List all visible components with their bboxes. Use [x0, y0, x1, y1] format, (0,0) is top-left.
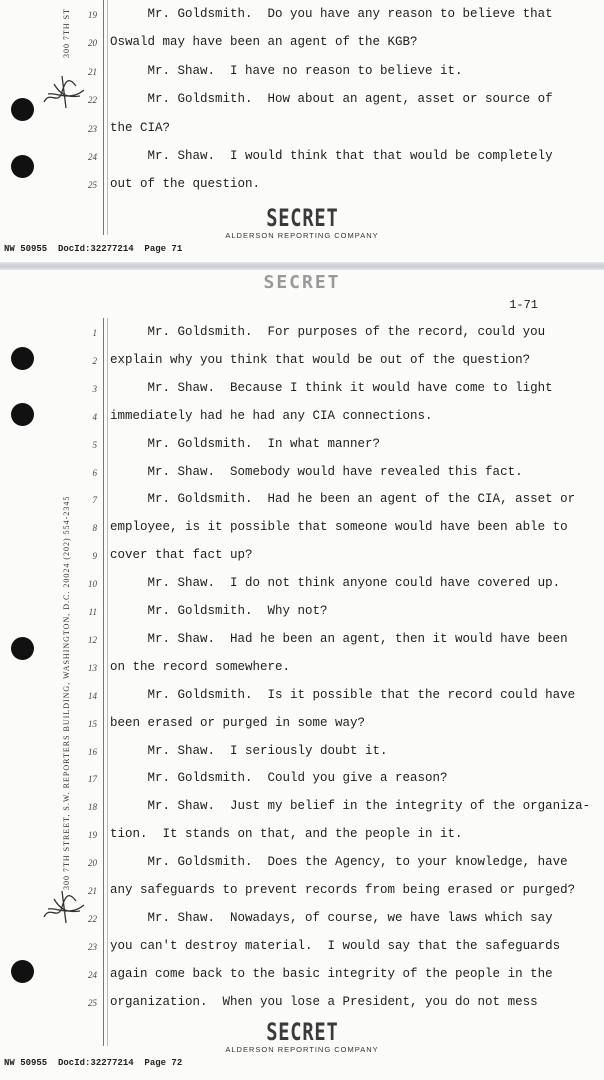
line-number: 1	[92, 328, 97, 338]
line-number: 24	[88, 969, 97, 980]
transcript-line	[0, 515, 604, 543]
transcript-line	[0, 2, 604, 30]
transcript-line	[0, 627, 604, 655]
line-text: on the record somewhere.	[110, 659, 291, 674]
line-text: immediately had he had any CIA connections.	[110, 408, 433, 423]
line-text: any safeguards to prevent records from being erased or purged?	[110, 883, 576, 897]
transcript-line	[0, 543, 604, 571]
line-number: 22	[88, 95, 97, 106]
line-text: Mr. Shaw. I would think that that would be completely	[110, 149, 553, 163]
transcript-line	[0, 487, 604, 515]
line-number: 5	[92, 439, 97, 450]
line-text: Mr. Goldsmith. Why not?	[110, 604, 328, 618]
line-number: 25	[88, 997, 97, 1008]
line-number: 25	[88, 180, 97, 191]
transcript-line	[0, 144, 604, 172]
transcript-line	[0, 376, 604, 404]
transcript-line	[0, 320, 604, 348]
reporting-company: ALDERSON REPORTING COMPANY	[225, 1045, 379, 1054]
transcript-line	[0, 990, 604, 1018]
line-text: Mr. Shaw. Nowadays, of course, we have laws which say	[110, 910, 553, 925]
line-number: 18	[88, 802, 97, 813]
line-text: the CIA?	[110, 120, 171, 135]
transcript-line	[0, 172, 604, 200]
line-number: 15	[88, 718, 97, 729]
line-text: Oswald may have been an agent of the KGB?	[110, 35, 418, 50]
line-text: Mr. Goldsmith. How about an agent, asset or source of	[110, 92, 553, 107]
line-number: 19	[88, 10, 97, 20]
line-number: 20	[88, 858, 97, 869]
line-text: Mr. Goldsmith. For purposes of the record, could you	[110, 325, 546, 339]
transcript-line	[0, 822, 604, 850]
line-text: been erased or purged in some way?	[110, 715, 366, 730]
line-text: tion. It stands on that, and the people in it.	[110, 827, 463, 842]
secret-stamp: SECRET	[265, 1018, 339, 1046]
line-text: Mr. Shaw. Just my belief in the integrity of the organiza-	[110, 799, 591, 814]
line-text: again come back to the basic integrity of the people in the	[110, 966, 553, 981]
transcript-line	[0, 87, 604, 115]
line-number: 20	[88, 38, 97, 49]
transcript-line	[0, 739, 604, 767]
transcript-line	[0, 711, 604, 739]
line-text: Mr. Goldsmith. Does the Agency, to your knowledge, have	[110, 855, 568, 870]
line-number: 6	[92, 467, 97, 478]
document-footer: NW 50955 DocId:32277214 Page 72	[4, 1058, 183, 1068]
transcript-line	[0, 962, 604, 990]
page-number: 1-71	[509, 298, 538, 312]
transcript-line	[0, 766, 604, 794]
line-number: 3	[92, 383, 97, 394]
transcript-line	[0, 850, 604, 878]
line-text: Mr. Goldsmith. Do you have any reason to believe that	[110, 7, 553, 21]
line-text: explain why you think that would be out of the question?	[110, 352, 531, 367]
line-number: 21	[88, 886, 97, 896]
reporting-company: ALDERSON REPORTING COMPANY	[225, 231, 379, 240]
line-text: Mr. Shaw. Somebody would have revealed this fact.	[110, 464, 523, 479]
transcript-line	[0, 906, 604, 934]
line-number: 21	[88, 66, 97, 77]
document-page-71	[0, 0, 604, 262]
line-text: Mr. Shaw. Because I think it would have come to light	[110, 380, 553, 395]
line-text: Mr. Goldsmith. In what manner?	[110, 436, 381, 451]
line-text: Mr. Shaw. I have no reason to believe it.	[110, 63, 463, 78]
transcript-line	[0, 599, 604, 627]
secret-stamp: SECRET	[265, 204, 339, 232]
transcript-line	[0, 432, 604, 460]
secret-header-stamp: SECRET	[263, 272, 341, 293]
line-text: Mr. Goldsmith. Is it possible that the record could have	[110, 687, 576, 702]
line-text: employee, is it possible that someone would have been able to	[110, 520, 568, 535]
side-margin-address: 300 7TH STREET, S.W. REPORTERS BUILDING, WASHINGTON, D.C. 20024 (202) 554-2345	[62, 495, 71, 890]
line-number: 8	[92, 523, 97, 534]
transcript-line	[0, 404, 604, 432]
line-number: 12	[88, 634, 97, 645]
transcript-line	[0, 348, 604, 376]
line-number: 10	[88, 579, 97, 590]
transcript-line	[0, 878, 604, 906]
transcript-line	[0, 571, 604, 599]
document-footer: NW 50955 DocId:32277214 Page 71	[4, 244, 183, 254]
line-number: 17	[88, 774, 97, 785]
line-text: cover that fact up?	[110, 548, 253, 563]
line-number: 23	[88, 941, 97, 952]
transcript-line	[0, 460, 604, 488]
transcript-line	[0, 655, 604, 683]
line-number: 4	[92, 411, 97, 422]
line-text: organization. When you lose a President, you do not mess	[110, 994, 538, 1009]
page-separator	[0, 262, 604, 270]
line-number: 7	[92, 495, 97, 506]
transcript-line	[0, 934, 604, 962]
line-number: 2	[92, 355, 97, 366]
line-number: 13	[88, 662, 97, 673]
line-number: 16	[88, 746, 97, 757]
line-number: 11	[88, 607, 97, 617]
line-text: Mr. Shaw. I do not think anyone could have covered up.	[110, 576, 561, 591]
line-text: you can't destroy material. I would say that the safeguards	[110, 938, 561, 953]
transcript-line	[0, 59, 604, 87]
line-number: 23	[88, 123, 97, 134]
line-number: 22	[88, 913, 97, 924]
line-text: out of the question.	[110, 177, 261, 192]
side-margin-address: 300 7TH ST	[62, 8, 71, 58]
line-number: 19	[88, 830, 97, 841]
line-text: Mr. Shaw. Had he been an agent, then it would have been	[110, 631, 568, 646]
line-text: Mr. Goldsmith. Had he been an agent of the CIA, asset or	[110, 492, 576, 507]
document-page-72	[0, 270, 604, 1080]
transcript-line	[0, 116, 604, 144]
transcript-line	[0, 30, 604, 58]
transcript-line	[0, 794, 604, 822]
line-number: 9	[92, 551, 97, 562]
line-text: Mr. Shaw. I seriously doubt it.	[110, 743, 388, 758]
line-number: 24	[88, 152, 97, 162]
line-text: Mr. Goldsmith. Could you give a reason?	[110, 771, 448, 786]
line-number: 14	[88, 690, 97, 701]
transcript-line	[0, 683, 604, 711]
